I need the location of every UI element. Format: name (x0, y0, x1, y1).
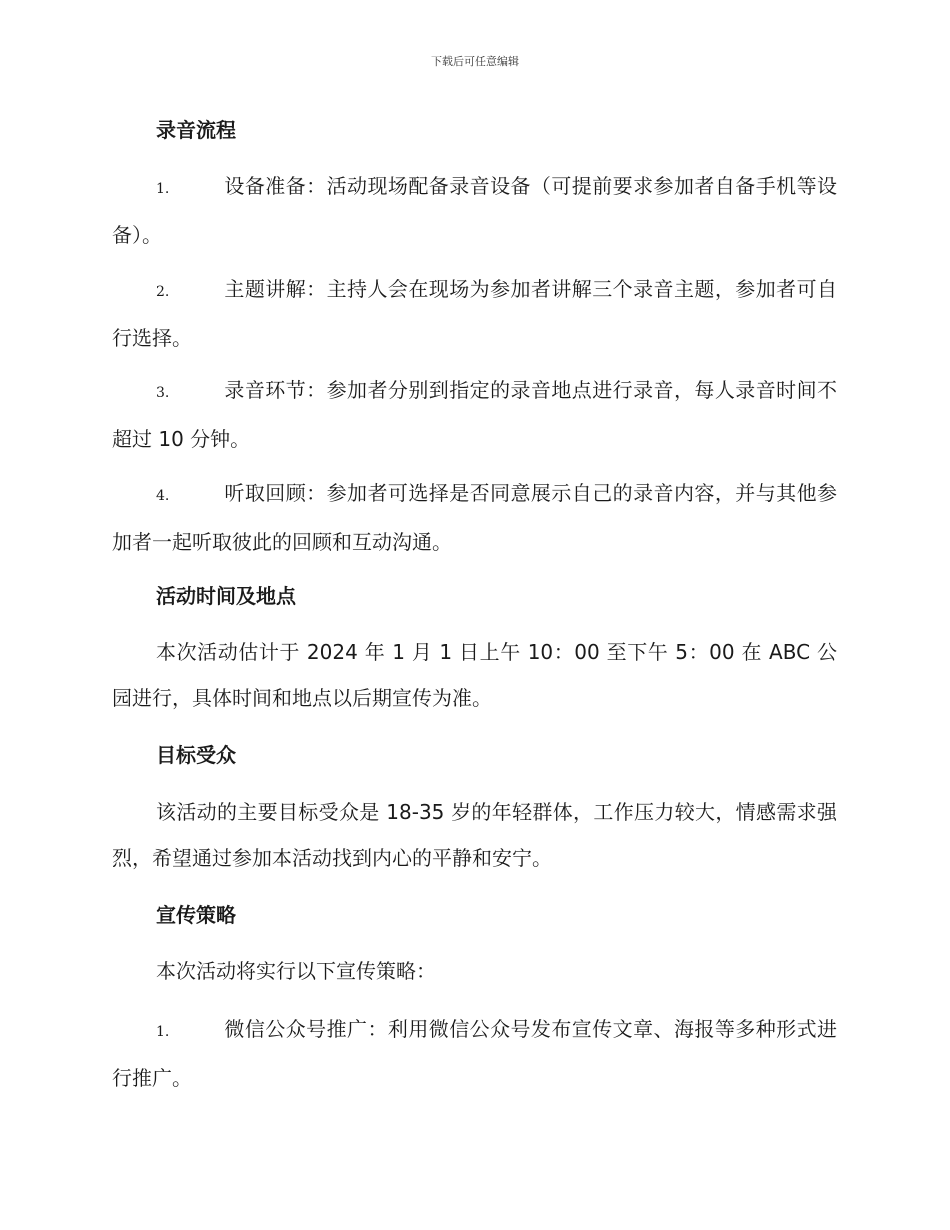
page-header: 下载后可任意编辑 (431, 55, 519, 68)
paragraph-text: 本次活动将实行以下宣传策略： (156, 959, 436, 983)
paragraph-text: 本次活动估计于 2024 年 1 月 1 日上午 10：00 至下午 5：00 在 ABC 公园进行，具体时间和地点以后期宣传为准。 (112, 640, 837, 710)
list-number: 1. (156, 1024, 170, 1040)
list-number: 2. (156, 284, 170, 300)
list-text: 录音环节：参加者分别到指定的录音地点进行录音，每人录音时间不超过 10 分钟。 (112, 378, 837, 451)
list-item (112, 367, 837, 462)
section-title-audience: 目标受众 (156, 743, 236, 767)
section-title-promotion: 宣传策略 (156, 903, 236, 927)
list-item (112, 163, 837, 258)
paragraph (112, 629, 837, 721)
list-number: 4. (156, 488, 170, 504)
section-title-recording-flow: 录音流程 (156, 118, 236, 142)
list-item (112, 1006, 837, 1101)
list-item (112, 266, 837, 361)
list-text: 设备准备：活动现场配备录音设备（可提前要求参加者自备手机等设备）。 (112, 174, 837, 247)
list-text: 主题讲解：主持人会在现场为参加者讲解三个录音主题，参加者可自行选择。 (112, 277, 837, 350)
list-number: 1. (156, 181, 170, 197)
paragraph (112, 789, 837, 881)
list-number: 3. (156, 385, 170, 401)
list-item (112, 470, 837, 565)
list-text: 微信公众号推广：利用微信公众号发布宣传文章、海报等多种形式进行推广。 (112, 1017, 837, 1090)
paragraph (112, 948, 837, 994)
paragraph-text: 该活动的主要目标受众是 18-35 岁的年轻群体，工作压力较大，情感需求强烈，希望通过参加本活动找到内心的平静和安宁。 (112, 800, 837, 870)
list-text: 听取回顾：参加者可选择是否同意展示自己的录音内容，并与其他参加者一起听取彼此的回顾和互动沟通。 (112, 481, 837, 554)
section-title-time-place: 活动时间及地点 (156, 584, 296, 608)
